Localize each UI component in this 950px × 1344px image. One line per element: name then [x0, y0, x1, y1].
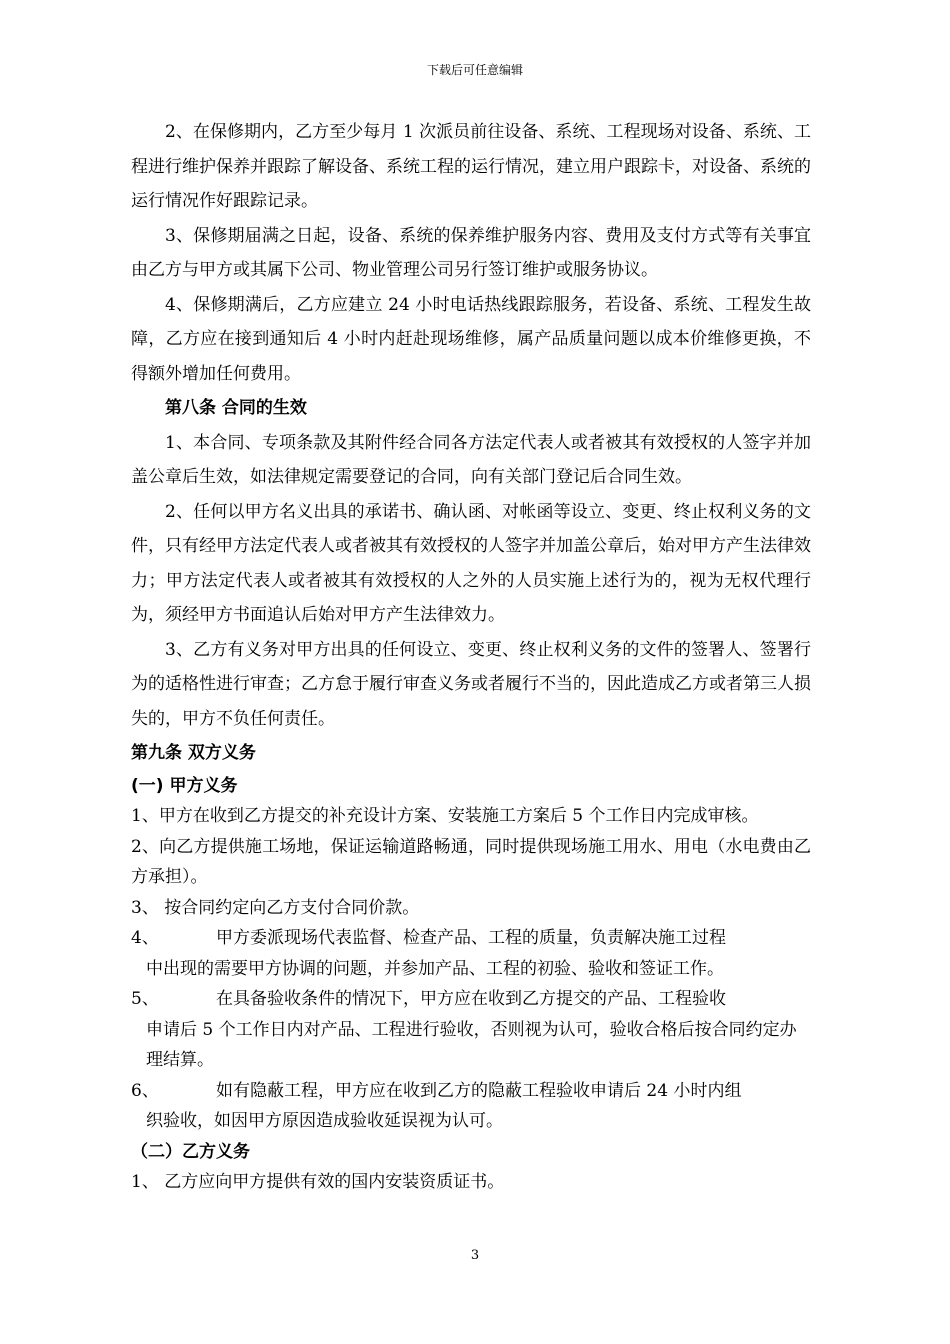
party-a-duty-4-line-1: 甲方委派现场代表监督、检查产品、工程的质量，负责解决施工过程 [216, 928, 726, 948]
party-a-duty-4-continuation [131, 954, 811, 985]
party-a-duty-2 [131, 832, 811, 893]
paragraph-hotline-service: 4、保修期满后，乙方应建立 24 小时电话热线跟踪服务，若设备、系统、工程发生故障，乙方应在接到通知后 4 小时内赶赴现场维修，属产品质量问题以成本价维修更换，不得额外增加任何费用。 [131, 294, 811, 384]
party-a-duty-2-text: 2、向乙方提供施工场地，保证运输道路畅通，同时提供现场施工用水、用电（水电费由乙方承担）。 [131, 836, 811, 887]
party-a-duty-5-line-1: 在具备验收条件的情况下，甲方应在收到乙方提交的产品、工程验收 [216, 989, 726, 1009]
paragraph-warranty-expiry: 3、保修期届满之日起，设备、系统的保养维护服务内容、费用及支付方式等有关事宜由乙方与甲方或其属下公司、物业管理公司另行签订维护或服务协议。 [131, 225, 811, 280]
article-8-clause-3: 3、乙方有义务对甲方出具的任何设立、变更、终止权利义务的文件的签署人、签署行为的适格性进行审查；乙方怠于履行审查义务或者履行不当的，因此造成乙方或者第三人损失的，甲方不负任何责任。 [131, 639, 811, 729]
paragraph-warranty-maintenance: 2、在保修期内，乙方至少每月 1 次派员前往设备、系统、工程现场对设备、系统、工程进行维护保养并跟踪了解设备、系统工程的运行情况，建立用户跟踪卡，对设备、系统的运行情况作好跟踪记录。 [131, 122, 811, 211]
article-8-clause-1: 1、本合同、专项条款及其附件经合同各方法定代表人或者被其有效授权的人签字并加盖公章后生效，如法律规定需要登记的合同，向有关部门登记后合同生效。 [131, 432, 811, 487]
party-a-duty-6-continuation [131, 1106, 811, 1137]
party-a-duty-6-line-1: 如有隐蔽工程，甲方应在收到乙方的隐蔽工程验收申请后 24 小时内组 [216, 1080, 742, 1101]
party-a-duties-heading: (一) 甲方义务 [131, 775, 238, 796]
party-a-duty-4-line-2: 中出现的需要甲方协调的问题，并参加产品、工程的初验、验收和签证工作。 [146, 958, 724, 979]
party-a-duty-3 [131, 893, 811, 924]
article-8-heading: 第八条 合同的生效 [165, 398, 307, 418]
party-a-duty-6-number: 6、 [131, 1080, 159, 1101]
party-b-duty-1 [131, 1167, 811, 1198]
party-a-duty-6 [131, 1076, 811, 1107]
party-a-duty-4 [131, 923, 811, 954]
party-a-duty-5 [131, 984, 811, 1015]
page-number: 3 [470, 1248, 480, 1263]
party-a-duty-1 [131, 801, 811, 832]
party-a-duty-1-text: 1、甲方在收到乙方提交的补充设计方案、安装施工方案后 5 个工作日内完成审核。 [131, 806, 759, 826]
party-b-duty-1-text: 1、 乙方应向甲方提供有效的国内安装资质证书。 [131, 1172, 505, 1192]
article-9-heading: 第九条 双方义务 [131, 743, 256, 763]
party-a-duty-3-text: 3、 按合同约定向乙方支付合同价款。 [131, 897, 420, 918]
page-header-note: 下载后可任意编辑 [426, 63, 523, 77]
party-b-duties-heading: （二）乙方义务 [131, 1141, 250, 1162]
article-8-clause-2: 2、任何以甲方名义出具的承诺书、确认函、对帐函等设立、变更、终止权利义务的文件，只有经甲方法定代表人或者被其有效授权的人签字并加盖公章后，始对甲方产生法律效力；甲方法定代表人或者被其有效授权的人之外的人员实施上述行为的，视为无权代理行为，须经甲方书面追认后始对甲方产生法律效力。 [131, 501, 811, 625]
party-a-duty-6-line-2: 织验收，如因甲方原因造成验收延误视为认可。 [146, 1111, 503, 1131]
document-body [131, 115, 811, 1198]
party-a-duty-4-number: 4、 [131, 928, 159, 948]
party-a-duty-5-line-2: 申请后 5 个工作日内对产品、工程进行验收，否则视为认可，验收合格后按合同约定办理结算。 [146, 1019, 797, 1070]
party-a-duty-5-continuation [131, 1015, 811, 1076]
party-a-duty-5-number: 5、 [131, 989, 159, 1009]
